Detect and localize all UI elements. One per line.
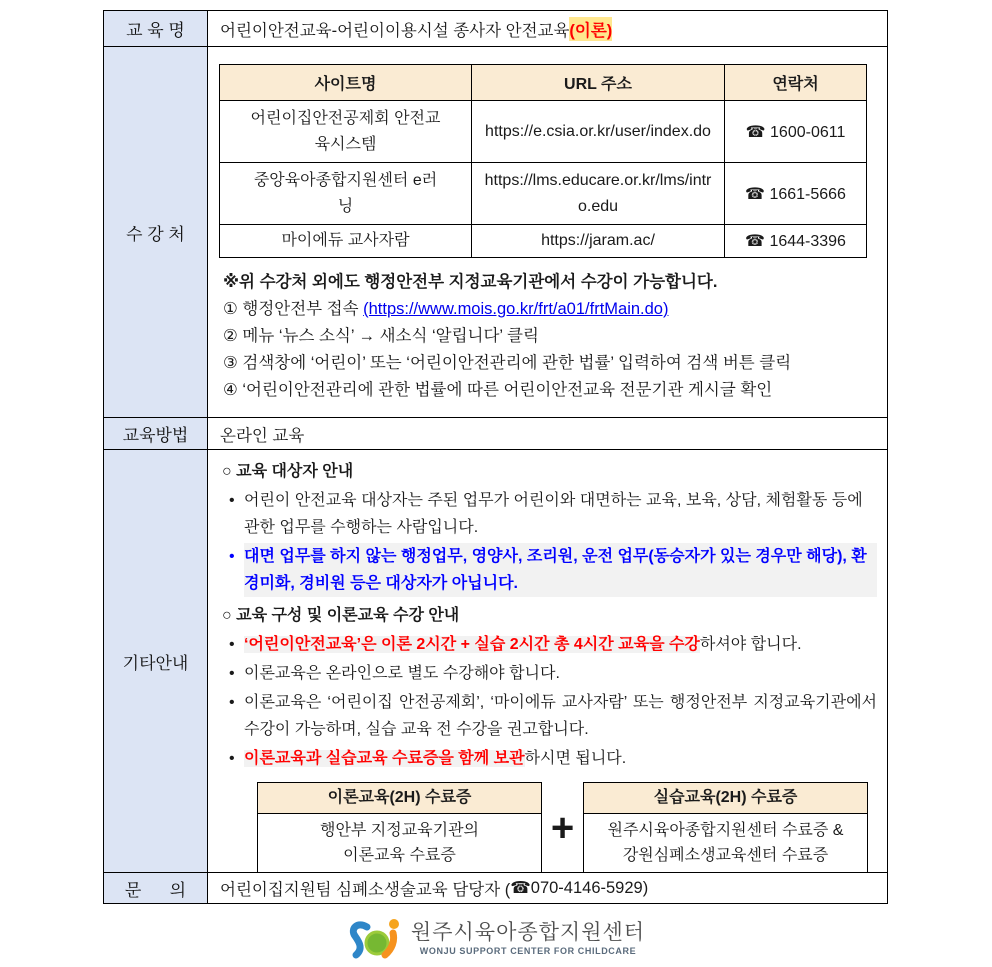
provider-step-2: ② 메뉴 ‘뉴스 소식’ → 새소식 ‘알립니다’ 클릭 <box>223 327 539 345</box>
provider-step-1 <box>223 296 887 323</box>
theory-certificate-line2: 이론교육 수료증 <box>343 847 456 864</box>
certificates-keep-emphasis: 이론교육과 실습교육 수료증을 함께 보관 <box>244 750 525 767</box>
phone-icon: ☎ <box>745 185 765 203</box>
col-header-site-name: 사이트명 <box>220 65 472 101</box>
theory-certificate-body <box>258 814 541 872</box>
theory-certificate-line1: 행안부 지정교육기관의 <box>319 822 479 839</box>
practice-certificate-line1: 원주시육아종합지원센터 수료증 & <box>607 822 844 839</box>
bullet-icon: • <box>229 548 235 565</box>
org-subtitle: WONJU SUPPORT CENTER FOR CHILDCARE <box>419 946 637 956</box>
theory-online-note: 이론교육은 온라인으로 별도 수강해야 합니다. <box>244 665 560 682</box>
education-title-theory-badge: (이론) <box>569 17 612 41</box>
target-audience-exclusions: 대면 업무를 하지 않는 행정업무, 영양사, 조리원, 운전 업무(동승자가 있는 경우만 해당), 환경미화, 경비원 등은 대상자가 아닙니다. <box>244 543 877 597</box>
provider-phone-number: 1600-0611 <box>770 123 846 141</box>
row-education-method <box>104 418 887 450</box>
practice-certificate-line2: 강원심폐소생교육센터 수료증 <box>622 847 829 864</box>
theory-providers-note: 이론교육은 ‘어린이집 안전공제회’, ‘마이에듀 교사자람’ 또는 행정안전부 지정교육기관에서 수강이 가능하며, 실습 교육 전 수강을 권고합니다. <box>244 694 877 738</box>
col-header-contact: 연락처 <box>725 65 867 101</box>
org-logo-text <box>411 921 645 957</box>
row-education-name <box>104 11 887 47</box>
provider-url: https://e.csia.or.kr/user/index.do <box>472 101 725 163</box>
phone-icon: ☎ <box>745 123 766 141</box>
list-item <box>222 745 877 772</box>
section-target-audience-title: ○ 교육 대상자 안내 <box>222 463 354 480</box>
course-hours-note <box>244 631 877 658</box>
provider-site-name: 중앙육아종합지원센터 e러닝 <box>220 163 472 225</box>
row-label-inquiry: 문 의 <box>104 873 208 903</box>
phone-icon: ☎ <box>745 233 765 250</box>
other-info-content <box>208 450 887 872</box>
bullet-icon: • <box>229 694 235 711</box>
table-row <box>220 225 867 258</box>
certificates-keep-note <box>244 745 877 772</box>
target-audience-description: 어린이 안전교육 대상자는 주된 업무가 어린이와 대면하는 교육, 보육, 상담, 체험활동 등에 관한 업무를 수행하는 사람입니다. <box>244 492 863 536</box>
bullet-icon: • <box>229 492 235 509</box>
provider-url: https://jaram.ac/ <box>472 225 725 258</box>
bullet-icon: • <box>229 750 235 767</box>
row-label-course-providers: 수 강 처 <box>104 47 208 417</box>
org-logo-icon <box>347 916 405 962</box>
education-name-cell <box>208 11 887 46</box>
provider-site-name: 어린이집안전공제회 안전교육시스템 <box>220 101 472 163</box>
list-item <box>222 543 877 597</box>
row-label-other-info: 기타안내 <box>104 450 208 872</box>
certificates-keep-rest: 하시면 됩니다. <box>524 750 627 767</box>
table-row <box>220 163 867 225</box>
section-course-structure-title: ○ 교육 구성 및 이론교육 수강 안내 <box>222 607 460 624</box>
theory-certificate-header: 이론교육(2H) 수료증 <box>258 783 541 814</box>
col-header-url: URL 주소 <box>472 65 725 101</box>
practice-certificate-box <box>583 782 868 872</box>
list-item <box>222 487 877 541</box>
step-1-text: ① 행정안전부 접속 <box>223 300 364 318</box>
education-method-value: 온라인 교육 <box>220 426 305 445</box>
course-providers-cell <box>208 47 887 417</box>
providers-table <box>219 64 867 258</box>
education-info-table <box>103 10 888 904</box>
provider-url: https://lms.educare.or.kr/lms/intro.edu <box>472 163 725 225</box>
phone-icon: ☎ <box>510 879 531 897</box>
mois-link[interactable]: (https://www.mois.go.kr/frt/a01/frtMain.do) <box>363 300 669 318</box>
inquiry-text: 어린이집지원팀 심폐소생술교육 담당자 ( <box>220 881 511 899</box>
provider-contact <box>725 163 867 225</box>
bullet-icon: • <box>229 636 235 653</box>
provider-contact <box>725 225 867 258</box>
row-other-info <box>104 450 887 873</box>
list-item <box>222 660 877 687</box>
providers-note-headline: ※위 수강처 외에도 행정안전부 지정교육기관에서 수강이 가능합니다. <box>223 273 718 291</box>
row-label-education-name: 교 육 명 <box>104 11 208 46</box>
row-course-providers <box>104 47 887 418</box>
providers-notes <box>223 269 887 404</box>
inquiry-text-close: ) <box>642 878 649 897</box>
list-item <box>222 631 877 658</box>
course-hours-rest: 하셔야 합니다. <box>699 636 802 653</box>
org-name: 원주시육아종합지원센터 <box>410 921 646 944</box>
providers-table-header-row <box>220 65 867 101</box>
other-info-cell <box>208 450 887 872</box>
list-item <box>222 689 877 743</box>
table-row <box>220 101 867 163</box>
provider-contact <box>725 101 867 163</box>
plus-sign: + <box>550 805 575 850</box>
course-hours-emphasis: ‘어린이안전교육’은 이론 2시간 + 실습 2시간 총 4시간 교육을 수강 <box>244 636 700 653</box>
practice-certificate-body <box>584 814 867 872</box>
bullet-icon: • <box>229 665 235 682</box>
certificates-diagram <box>257 782 877 872</box>
practice-certificate-header: 실습교육(2H) 수료증 <box>584 783 867 814</box>
provider-phone-number: 1644-3396 <box>769 233 846 250</box>
inquiry-phone-number: 070-4146-5929 <box>530 878 643 897</box>
theory-certificate-box <box>257 782 542 872</box>
row-label-education-method: 교육방법 <box>104 418 208 449</box>
provider-step-3: ③ 검색창에 ‘어린이’ 또는 ‘어린이안전관리에 관한 법률’ 입력하여 검색 버튼 클릭 <box>223 354 792 372</box>
provider-step-4: ④ ‘어린이안전관리에 관한 법률에 따른 어린이안전교육 전문기관 게시글 확인 <box>223 381 773 399</box>
provider-site-name: 마이에듀 교사자람 <box>220 225 472 258</box>
row-inquiry <box>104 873 887 903</box>
education-title: 어린이안전교육-어린이이용시설 종사자 안전교육 <box>220 21 570 40</box>
inquiry-cell <box>208 873 887 903</box>
provider-phone-number: 1661-5666 <box>769 185 846 203</box>
footer <box>0 916 992 962</box>
